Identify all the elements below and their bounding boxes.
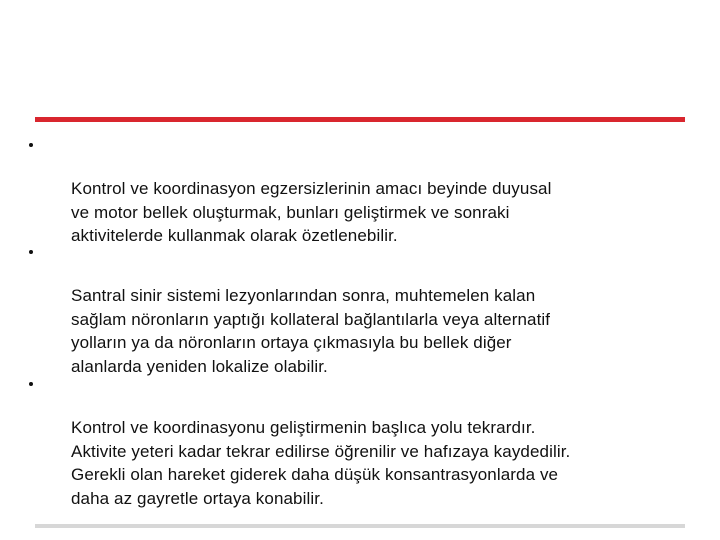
bullet-dot-icon [29, 143, 33, 147]
bullet-item [71, 369, 691, 510]
bullet-text: Santral sinir sistemi lezyonlarından sonra, muhtemelen kalan sağlam nöronların yaptığı kollateral bağlantılarla veya alternatif yolların ya da nöronların ortaya çıkmasıyla bu bellek diğer alanlarda yeniden lokalize olabilir. [71, 286, 551, 376]
bullet-item [71, 130, 691, 248]
bullet-text: Kontrol ve koordinasyonu geliştirmenin başlıca yolu tekrardır. Aktivite yeteri kadar tekrar edilirse öğrenilir ve hafızaya kaydedilir. Gerekli olan hareket giderek daha düşük konsantrasyonlarda ve daha az gayretle ortaya konabilir. [71, 418, 571, 508]
bullet-text: Kontrol ve koordinasyon egzersizlerinin amacı beyinde duyusal ve motor bellek oluşturmak, bunları geliştirmek ve sonraki aktivitelerde kullanmak olarak özetlenebilir. [71, 179, 552, 245]
bullet-dot-icon [29, 250, 33, 254]
bottom-divider [35, 524, 685, 528]
bullet-dot-icon [29, 382, 33, 386]
bullet-item [71, 237, 691, 378]
